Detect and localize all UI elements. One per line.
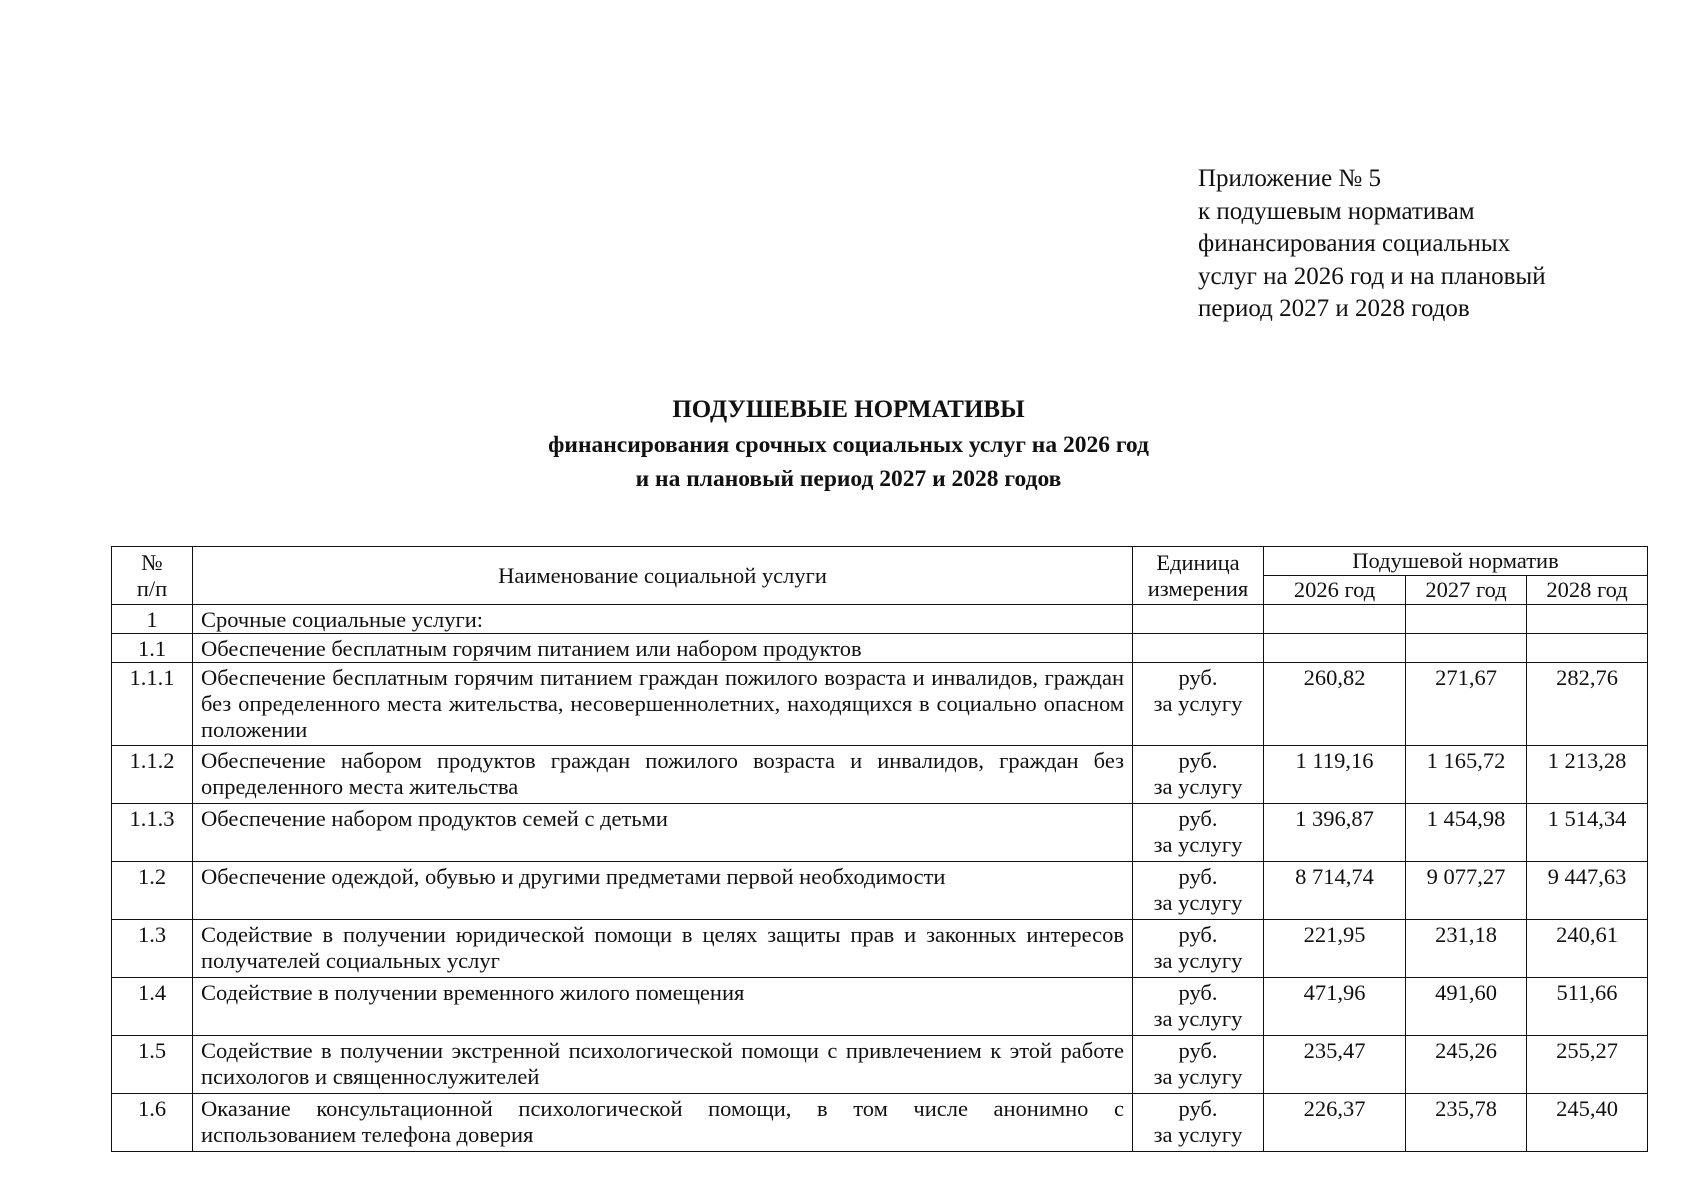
unit-line: за услугу <box>1153 1122 1243 1147</box>
value-2026: 235,47 <box>1264 1036 1406 1094</box>
unit-line: руб. <box>1178 922 1218 947</box>
service-name: Обеспечение набором продуктов граждан пожилого возраста и инвалидов, граждан без определенного места жительства <box>193 746 1133 804</box>
value-2028 <box>1527 605 1648 634</box>
table-row <box>112 920 1648 978</box>
value-2027: 231,18 <box>1406 920 1527 978</box>
unit-line: за услугу <box>1153 832 1243 857</box>
annex-line: к подушевым нормативам <box>1198 197 1475 225</box>
value-2026: 1 396,87 <box>1264 804 1406 862</box>
value-2028: 255,27 <box>1527 1036 1648 1094</box>
annex-line: финансирования социальных <box>1198 230 1511 257</box>
unit-of-measure <box>1133 804 1264 862</box>
unit-of-measure <box>1133 663 1264 746</box>
value-2028: 9 447,63 <box>1527 862 1648 920</box>
annex-note <box>1198 163 1546 326</box>
service-name: Обеспечение бесплатным горячим питанием граждан пожилого возраста и инвалидов, граждан без определенного места жительства, несовершеннолетних, находящихся в социально опасном положении <box>193 663 1133 746</box>
annex-line: Приложение № 5 <box>1198 165 1382 192</box>
row-number: 1.2 <box>112 862 193 920</box>
value-2027: 235,78 <box>1406 1094 1527 1152</box>
service-name: Обеспечение бесплатным горячим питанием или набором продуктов <box>193 634 1133 663</box>
unit-line: руб. <box>1178 980 1218 1005</box>
annex-line: услуг на 2026 год и на плановый <box>1198 262 1546 290</box>
header-name: Наименование социальной услуги <box>193 547 1133 605</box>
table-row <box>112 605 1648 634</box>
value-2027: 271,67 <box>1406 663 1527 746</box>
row-number: 1.4 <box>112 978 193 1036</box>
table-row <box>112 663 1648 746</box>
table-row <box>112 804 1648 862</box>
value-2028: 511,66 <box>1527 978 1648 1036</box>
value-2026: 8 714,74 <box>1264 862 1406 920</box>
unit-of-measure <box>1133 920 1264 978</box>
table-row <box>112 634 1648 663</box>
value-2027: 245,26 <box>1406 1036 1527 1094</box>
service-name: Содействие в получении юридической помощи в целях защиты прав и законных интересов получателей социальных услуг <box>193 920 1133 978</box>
table-row <box>112 746 1648 804</box>
unit-of-measure <box>1133 862 1264 920</box>
row-number: 1.5 <box>112 1036 193 1094</box>
document-title <box>0 393 1697 497</box>
row-number: 1.6 <box>112 1094 193 1152</box>
unit-line: за услугу <box>1153 774 1243 799</box>
row-number: 1.1.2 <box>112 746 193 804</box>
row-number: 1 <box>112 605 193 634</box>
unit-line: за услугу <box>1153 691 1243 716</box>
service-name: Оказание консультационной психологической помощи, в том числе анонимно с использованием телефона доверия <box>193 1094 1133 1152</box>
header-norm-group: Подушевой норматив <box>1264 547 1648 576</box>
table-header <box>112 547 1648 605</box>
value-2028: 1 213,28 <box>1527 746 1648 804</box>
value-2026 <box>1264 605 1406 634</box>
table-body <box>112 605 1648 1152</box>
unit-line: за услугу <box>1153 948 1243 973</box>
header-year-2028: 2028 год <box>1527 576 1648 605</box>
value-2027 <box>1406 605 1527 634</box>
service-name: Обеспечение одеждой, обувью и другими предметами первой необходимости <box>193 862 1133 920</box>
unit-line: руб. <box>1178 1038 1218 1063</box>
value-2027 <box>1406 634 1527 663</box>
value-2026: 260,82 <box>1264 663 1406 746</box>
unit-of-measure <box>1133 746 1264 804</box>
title-main: ПОДУШЕВЫЕ НОРМАТИВЫ <box>672 396 1025 423</box>
service-name: Срочные социальные услуги: <box>193 605 1133 634</box>
value-2028 <box>1527 634 1648 663</box>
unit-of-measure <box>1133 634 1264 663</box>
value-2028: 1 514,34 <box>1527 804 1648 862</box>
table-row <box>112 1036 1648 1094</box>
value-2026: 471,96 <box>1264 978 1406 1036</box>
value-2026 <box>1264 634 1406 663</box>
title-sub-line-1: финансирования срочных социальных услуг на 2026 год <box>548 431 1149 458</box>
value-2027: 9 077,27 <box>1406 862 1527 920</box>
value-2028: 245,40 <box>1527 1094 1648 1152</box>
value-2027: 491,60 <box>1406 978 1527 1036</box>
table-row <box>112 978 1648 1036</box>
row-number: 1.1 <box>112 634 193 663</box>
header-year-2027: 2027 год <box>1406 576 1527 605</box>
header-num: № п/п <box>112 547 193 605</box>
title-sub-line-2: и на плановый период 2027 и 2028 годов <box>635 466 1062 492</box>
norms-table <box>111 546 1648 1152</box>
header-year-2026: 2026 год <box>1264 576 1406 605</box>
value-2026: 221,95 <box>1264 920 1406 978</box>
unit-line: за услугу <box>1153 890 1243 915</box>
unit-of-measure <box>1133 605 1264 634</box>
service-name: Содействие в получении временного жилого помещения <box>193 978 1133 1036</box>
value-2026: 1 119,16 <box>1264 746 1406 804</box>
value-2027: 1 165,72 <box>1406 746 1527 804</box>
unit-line: руб. <box>1178 748 1218 773</box>
value-2028: 282,76 <box>1527 663 1648 746</box>
unit-of-measure <box>1133 1036 1264 1094</box>
table-row <box>112 862 1648 920</box>
value-2027: 1 454,98 <box>1406 804 1527 862</box>
unit-line: руб. <box>1178 1096 1218 1121</box>
unit-line: за услугу <box>1153 1006 1243 1031</box>
service-name: Обеспечение набором продуктов семей с детьми <box>193 804 1133 862</box>
row-number: 1.1.1 <box>112 663 193 746</box>
row-number: 1.3 <box>112 920 193 978</box>
value-2028: 240,61 <box>1527 920 1648 978</box>
table-row <box>112 1094 1648 1152</box>
unit-line: руб. <box>1178 806 1218 831</box>
unit-of-measure <box>1133 1094 1264 1152</box>
value-2026: 226,37 <box>1264 1094 1406 1152</box>
unit-of-measure <box>1133 978 1264 1036</box>
unit-line: руб. <box>1178 864 1218 889</box>
annex-line: период 2027 и 2028 годов <box>1198 295 1470 322</box>
unit-line: за услугу <box>1153 1064 1243 1089</box>
row-number: 1.1.3 <box>112 804 193 862</box>
unit-line: руб. <box>1178 665 1218 690</box>
service-name: Содействие в получении экстренной психологической помощи с привлечением к этой работе психологов и священнослужителей <box>193 1036 1133 1094</box>
header-unit: Единица измерения <box>1133 547 1264 605</box>
